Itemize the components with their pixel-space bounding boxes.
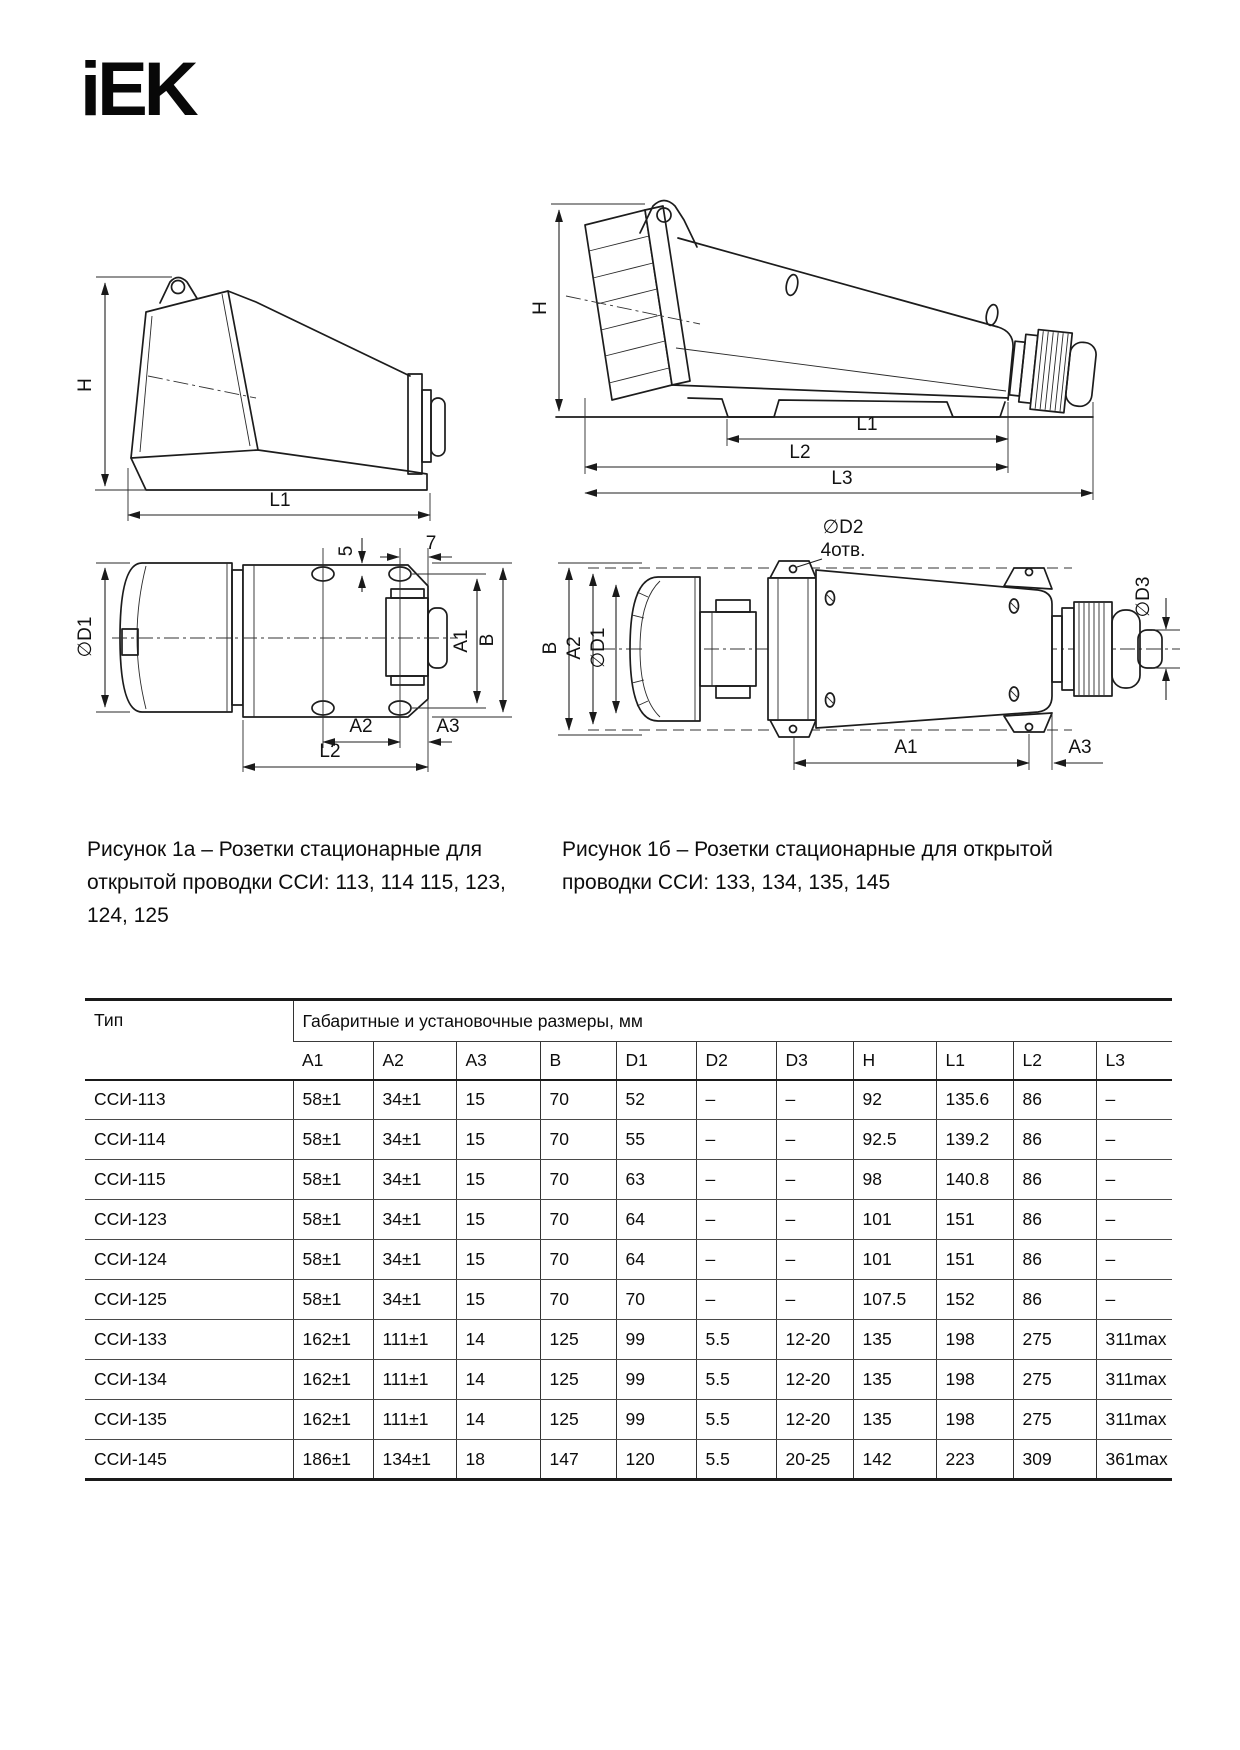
table-cell: 58±1 bbox=[293, 1200, 373, 1240]
table-cell: 142 bbox=[853, 1440, 936, 1480]
table-cell: 99 bbox=[616, 1400, 696, 1440]
table-column-header: А2 bbox=[373, 1042, 456, 1080]
table-cell: 18 bbox=[456, 1440, 540, 1480]
table-cell-type: ССИ-115 bbox=[85, 1160, 293, 1200]
table-row bbox=[85, 1160, 1172, 1200]
table-cell: 111±1 bbox=[373, 1360, 456, 1400]
table-cell: – bbox=[1096, 1200, 1172, 1240]
table-cell: 309 bbox=[1013, 1440, 1096, 1480]
dim-label-a1: A1 bbox=[451, 629, 472, 653]
table-cell: 125 bbox=[540, 1320, 616, 1360]
dim-label-7: 7 bbox=[425, 533, 437, 554]
dim-label-l2: L2 bbox=[319, 741, 341, 762]
dim-label-d1: ∅D1 bbox=[75, 616, 96, 658]
table-cell: 151 bbox=[936, 1200, 1013, 1240]
table-cell: 34±1 bbox=[373, 1200, 456, 1240]
table-column-header: D1 bbox=[616, 1042, 696, 1080]
table-cell: 15 bbox=[456, 1240, 540, 1280]
table-cell: – bbox=[696, 1240, 776, 1280]
table-row bbox=[85, 1360, 1172, 1400]
dim-label-a1: A1 bbox=[894, 737, 918, 758]
figure-1a-side-view bbox=[75, 277, 445, 521]
table-column-header: Н bbox=[853, 1042, 936, 1080]
table-cell: 125 bbox=[540, 1360, 616, 1400]
table-cell: 14 bbox=[456, 1360, 540, 1400]
dim-label-5: 5 bbox=[336, 545, 357, 557]
table-row bbox=[85, 1080, 1172, 1120]
table-column-header: D2 bbox=[696, 1042, 776, 1080]
table-cell: 12-20 bbox=[776, 1320, 853, 1360]
table-cell: 5.5 bbox=[696, 1360, 776, 1400]
table-cell: – bbox=[696, 1120, 776, 1160]
table-cell-type: ССИ-135 bbox=[85, 1400, 293, 1440]
dim-label-4otv: 4отв. bbox=[820, 540, 866, 561]
table-cell: 52 bbox=[616, 1080, 696, 1120]
table-cell: 152 bbox=[936, 1280, 1013, 1320]
table-cell: – bbox=[1096, 1280, 1172, 1320]
dim-label-a2: A2 bbox=[349, 716, 373, 737]
table-cell: 86 bbox=[1013, 1280, 1096, 1320]
table-cell: 99 bbox=[616, 1360, 696, 1400]
table-cell: 12-20 bbox=[776, 1400, 853, 1440]
table-cell: 70 bbox=[540, 1240, 616, 1280]
table-cell: 120 bbox=[616, 1440, 696, 1480]
table-cell: 125 bbox=[540, 1400, 616, 1440]
table-cell: 70 bbox=[540, 1160, 616, 1200]
table-header-type: Тип bbox=[85, 1000, 293, 1080]
brand-text: iEK bbox=[80, 47, 195, 132]
table-cell: – bbox=[1096, 1120, 1172, 1160]
table-cell: 34±1 bbox=[373, 1280, 456, 1320]
table-cell: 86 bbox=[1013, 1120, 1096, 1160]
table-cell: 15 bbox=[456, 1120, 540, 1160]
dim-label-d3: ∅D3 bbox=[1133, 576, 1154, 618]
table-cell: 311max bbox=[1096, 1360, 1172, 1400]
table-cell-type: ССИ-134 bbox=[85, 1360, 293, 1400]
table-cell: – bbox=[1096, 1160, 1172, 1200]
table-cell: 58±1 bbox=[293, 1120, 373, 1160]
table-cell: 86 bbox=[1013, 1240, 1096, 1280]
figure-1a-caption: Рисунок 1а – Розетки стационарные для открытой проводки ССИ: 113, 114 115, 123, 124, 125 bbox=[87, 838, 506, 927]
table-cell: 151 bbox=[936, 1240, 1013, 1280]
table-cell: 64 bbox=[616, 1200, 696, 1240]
dim-label-l3: L3 bbox=[831, 468, 853, 489]
table-cell: 198 bbox=[936, 1360, 1013, 1400]
table-cell: 275 bbox=[1013, 1360, 1096, 1400]
table-cell: – bbox=[696, 1200, 776, 1240]
table-cell-type: ССИ-145 bbox=[94, 1448, 167, 1469]
table-cell: – bbox=[696, 1080, 776, 1120]
table-cell: 63 bbox=[616, 1160, 696, 1200]
table-cell: 34±1 bbox=[373, 1160, 456, 1200]
table-cell: 64 bbox=[616, 1240, 696, 1280]
table-cell: 198 bbox=[936, 1400, 1013, 1440]
table-cell: 111±1 bbox=[373, 1320, 456, 1360]
dim-label-d1: ∅D1 bbox=[588, 627, 609, 669]
table-cell: 70 bbox=[540, 1280, 616, 1320]
table-cell-type: ССИ-114 bbox=[85, 1120, 293, 1160]
table-cell: 70 bbox=[540, 1200, 616, 1240]
dim-label-a3: A3 bbox=[436, 716, 460, 737]
table-header-group: Габаритные и установочные размеры, мм bbox=[293, 1000, 1172, 1042]
table-cell: 5.5 bbox=[696, 1320, 776, 1360]
table-cell-type: ССИ-113 bbox=[85, 1080, 293, 1120]
figure-1b-side-view bbox=[530, 201, 1098, 501]
table-cell: 86 bbox=[1013, 1200, 1096, 1240]
table-cell: – bbox=[696, 1160, 776, 1200]
table-cell: 70 bbox=[540, 1080, 616, 1120]
table-cell: 135 bbox=[853, 1360, 936, 1400]
table-cell: 101 bbox=[853, 1240, 936, 1280]
dim-label-l1: L1 bbox=[856, 414, 878, 435]
table-cell: 5.5 bbox=[696, 1400, 776, 1440]
table-cell: 275 bbox=[1013, 1400, 1096, 1440]
table-cell: 101 bbox=[853, 1200, 936, 1240]
table-cell: 15 bbox=[456, 1160, 540, 1200]
table-row bbox=[85, 1440, 1172, 1480]
table-cell: 15 bbox=[456, 1280, 540, 1320]
table-cell: 15 bbox=[456, 1080, 540, 1120]
table-cell: – bbox=[1096, 1240, 1172, 1280]
table-column-header: L2 bbox=[1013, 1042, 1096, 1080]
table-cell: – bbox=[776, 1160, 853, 1200]
dim-label-l2: L2 bbox=[789, 442, 811, 463]
table-cell: 58±1 bbox=[293, 1080, 373, 1120]
table-cell: 139.2 bbox=[936, 1120, 1013, 1160]
table-column-header: L3 bbox=[1096, 1042, 1172, 1080]
table-cell: 34±1 bbox=[373, 1120, 456, 1160]
table-cell: 162±1 bbox=[293, 1360, 373, 1400]
table-cell: 140.8 bbox=[936, 1160, 1013, 1200]
table-cell-type: ССИ-123 bbox=[85, 1200, 293, 1240]
table-row bbox=[85, 1120, 1172, 1160]
dim-label-l1: L1 bbox=[269, 490, 291, 511]
table-cell: 55 bbox=[616, 1120, 696, 1160]
table-cell: 20-25 bbox=[776, 1440, 853, 1480]
table-cell: 34±1 bbox=[373, 1080, 456, 1120]
figure-1b-caption: Рисунок 1б – Розетки стационарные для открытой проводки ССИ: 133, 134, 135, 145 bbox=[562, 838, 1053, 894]
table-cell: – bbox=[776, 1280, 853, 1320]
table-cell: 186±1 bbox=[293, 1440, 373, 1480]
table-cell: 275 bbox=[1013, 1320, 1096, 1360]
dimensions-table bbox=[85, 998, 1172, 1481]
table-cell: 15 bbox=[456, 1200, 540, 1240]
table-cell: 311max bbox=[1096, 1400, 1172, 1440]
table-column-header: А1 bbox=[293, 1042, 373, 1080]
table-column-header: В bbox=[540, 1042, 616, 1080]
table-cell: 86 bbox=[1013, 1160, 1096, 1200]
dim-label-h: H bbox=[530, 301, 551, 315]
table-row bbox=[85, 1320, 1172, 1360]
cable-gland-side bbox=[1008, 327, 1098, 415]
table-cell: 135.6 bbox=[936, 1080, 1013, 1120]
table-cell: 58±1 bbox=[293, 1280, 373, 1320]
table-cell: 86 bbox=[1013, 1080, 1096, 1120]
table-cell: 147 bbox=[540, 1440, 616, 1480]
table-cell: 162±1 bbox=[293, 1400, 373, 1440]
table-column-header: D3 bbox=[776, 1042, 853, 1080]
table-cell: – bbox=[1096, 1080, 1172, 1120]
table-cell: – bbox=[776, 1120, 853, 1160]
table-cell: 70 bbox=[540, 1120, 616, 1160]
table-cell: 223 bbox=[936, 1440, 1013, 1480]
table-row bbox=[85, 1280, 1172, 1320]
table-cell: 198 bbox=[936, 1320, 1013, 1360]
figure-1b-bottom-view bbox=[540, 517, 1180, 770]
table-cell: 34±1 bbox=[373, 1240, 456, 1280]
table-cell: 92.5 bbox=[853, 1120, 936, 1160]
table-cell: 12-20 bbox=[776, 1360, 853, 1400]
table-cell: 14 bbox=[456, 1320, 540, 1360]
table-cell-type: ССИ-133 bbox=[85, 1320, 293, 1360]
table-cell: 111±1 bbox=[373, 1400, 456, 1440]
table-column-header: А3 bbox=[456, 1042, 540, 1080]
table-cell: 92 bbox=[853, 1080, 936, 1120]
table-cell-type: ССИ-124 bbox=[85, 1240, 293, 1280]
table-cell: 58±1 bbox=[293, 1160, 373, 1200]
table-cell: 135 bbox=[853, 1320, 936, 1360]
table-cell: 361max bbox=[1096, 1440, 1172, 1480]
dim-label-b: B bbox=[540, 641, 561, 655]
dim-label-b: B bbox=[477, 633, 498, 647]
table-cell: 107.5 bbox=[853, 1280, 936, 1320]
table-cell: 70 bbox=[616, 1280, 696, 1320]
table-cell: 14 bbox=[456, 1400, 540, 1440]
iek-logo bbox=[80, 47, 199, 132]
technical-drawings bbox=[0, 0, 1240, 835]
table-cell: – bbox=[776, 1200, 853, 1240]
dim-label-a3: A3 bbox=[1068, 737, 1092, 758]
table-cell: 135 bbox=[853, 1400, 936, 1440]
table-row bbox=[85, 1400, 1172, 1440]
figure-1a-bottom-view bbox=[75, 533, 512, 772]
table-cell: – bbox=[776, 1080, 853, 1120]
table-cell: 5.5 bbox=[696, 1440, 776, 1480]
dim-label-h: H bbox=[75, 378, 96, 392]
table-cell-type: ССИ-125 bbox=[85, 1280, 293, 1320]
table-cell: 98 bbox=[853, 1160, 936, 1200]
table-cell: – bbox=[776, 1240, 853, 1280]
table-column-header: L1 bbox=[936, 1042, 1013, 1080]
dim-label-d2: ∅D2 bbox=[822, 517, 864, 538]
table-cell: 99 bbox=[616, 1320, 696, 1360]
table-cell: – bbox=[696, 1280, 776, 1320]
table-row bbox=[85, 1200, 1172, 1240]
table-cell: 311max bbox=[1096, 1320, 1172, 1360]
table-row bbox=[85, 1240, 1172, 1280]
dim-label-a2: A2 bbox=[564, 636, 585, 660]
table-cell: 134±1 bbox=[373, 1440, 456, 1480]
table-cell: 58±1 bbox=[293, 1240, 373, 1280]
table-cell: 162±1 bbox=[293, 1320, 373, 1360]
